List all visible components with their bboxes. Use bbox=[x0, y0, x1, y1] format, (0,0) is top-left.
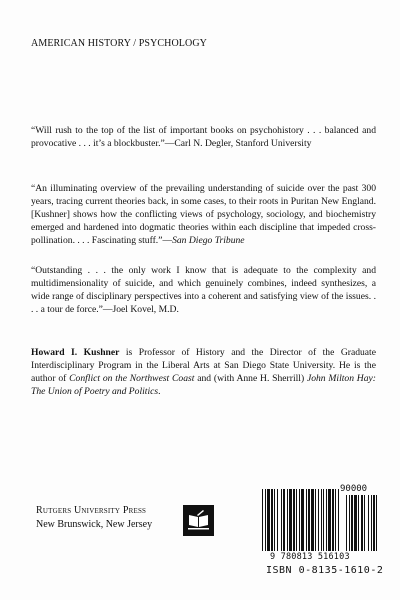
bio-book-1: Conflict on the Northwest Coast bbox=[69, 373, 195, 384]
barcode-digits: 9 780813 516103 bbox=[270, 552, 350, 562]
barcode bbox=[262, 489, 378, 555]
bio-text-3: . bbox=[158, 386, 161, 397]
review-quote-3 bbox=[31, 264, 376, 316]
author-bio bbox=[31, 346, 376, 398]
review-quote-2-source: San Diego Tribune bbox=[172, 235, 245, 246]
review-quote-2-text: “An illuminating overview of the prevailing understanding of suicide over the past 300 years, tracing current theories back, in some cases, to their roots in Puritan New England. [Kushner] shows how the conflicting views of psychology, sociology, and biochemistry emerged and hardened into dogmatic theories within each discipline that impeded cross-pollination. . . . Fascinating stuff.”— bbox=[31, 183, 376, 246]
publisher-name: Rutgers University Press bbox=[36, 505, 147, 516]
publisher-location: New Brunswick, New Jersey bbox=[36, 519, 153, 530]
category-label: AMERICAN HISTORY / PSYCHOLOGY bbox=[31, 38, 207, 49]
isbn-label: ISBN 0-8135-1610-2 bbox=[266, 565, 384, 576]
price-code: 90000 bbox=[340, 484, 368, 494]
review-quote-1-text: “Will rush to the top of the list of important books on psychohistory . . . balanced and provocative . . . it’s a blockbuster.”—Carl N. Degler, Stanford University bbox=[31, 125, 376, 149]
publisher-block bbox=[36, 504, 152, 532]
bio-book-2: John Milton Hay: The Union of Poetry and Politics bbox=[31, 373, 376, 397]
author-name: Howard I. Kushner bbox=[31, 347, 120, 358]
review-quote-3-text: “Outstanding . . . the only work I know that is adequate to the complexity and multidimensionality of suicide, and which genuinely combines, indeed synthesizes, a wide range of disciplinary perspectives into a coherent and satisfying view of the issues. . . . a tour de force.”—Joel Kovel, M.D. bbox=[31, 265, 376, 315]
review-quote-2 bbox=[31, 182, 376, 247]
bio-text-2: and (with Anne H. Sherrill) bbox=[194, 373, 307, 384]
bio-text-1: is Professor of History and the Director of the Graduate Interdisciplinary Program in the Liberal Arts at San Diego State University. He is the author of bbox=[31, 347, 376, 384]
publisher-logo-icon bbox=[183, 505, 214, 536]
review-quote-1 bbox=[31, 124, 376, 150]
